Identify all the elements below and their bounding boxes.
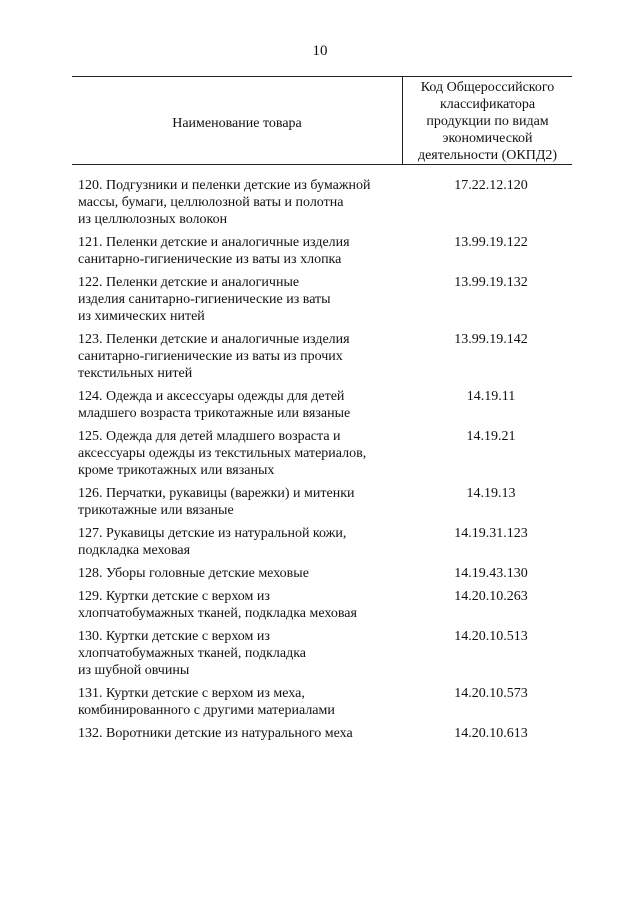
okpd2-code: 14.20.10.263 — [454, 589, 528, 604]
table-row — [72, 234, 572, 268]
table-row — [72, 274, 572, 325]
column-header-code — [402, 77, 572, 164]
product-name: 127. Рукавицы детские из натуральной кожи, подкладка меховая — [78, 526, 347, 558]
table-row — [72, 428, 572, 479]
table-row — [72, 177, 572, 228]
product-name: 131. Куртки детские с верхом из меха, комбинированного с другими материалами — [78, 686, 335, 718]
okpd2-code: 14.19.11 — [466, 389, 516, 404]
table-body — [72, 165, 572, 742]
okpd2-code: 14.20.10.573 — [454, 686, 528, 701]
product-name: 128. Уборы головные детские меховые — [78, 566, 309, 581]
table-row — [72, 725, 572, 742]
table-header — [72, 77, 572, 164]
product-name: 124. Одежда и аксессуары одежды для детей младшего возраста трикотажные или вязаные — [78, 389, 351, 421]
product-name: 123. Пеленки детские и аналогичные изделия санитарно-гигиенические из ваты из прочих текстильных нитей — [78, 332, 350, 381]
table-row — [72, 388, 572, 422]
table-row — [72, 485, 572, 519]
column-header-code-text: Код Общероссийского классификатора продукции по видам экономической деятельности (ОКПД2) — [417, 80, 558, 163]
okpd2-code: 14.19.21 — [466, 429, 516, 444]
column-header-name: Наименование товара — [172, 116, 302, 131]
okpd2-code: 14.19.13 — [466, 486, 516, 501]
okpd2-code: 14.19.43.130 — [454, 566, 528, 581]
product-name: 130. Куртки детские с верхом из хлопчатобумажных тканей, подкладка из шубной овчины — [78, 629, 307, 678]
table-row — [72, 685, 572, 719]
okpd2-code: 13.99.19.122 — [454, 235, 528, 250]
product-name: 120. Подгузники и пеленки детские из бумажной массы, бумаги, целлюлозной ваты и полотна из целлюлозных волокон — [78, 178, 371, 227]
product-name: 126. Перчатки, рукавицы (варежки) и митенки трикотажные или вязаные — [78, 486, 355, 518]
okpd2-code: 14.19.31.123 — [454, 526, 528, 541]
table-row — [72, 628, 572, 679]
product-name: 125. Одежда для детей младшего возраста и аксессуары одежды из текстильных материалов, кроме трикотажных или вязаных — [78, 429, 367, 478]
table-row — [72, 588, 572, 622]
table-row — [72, 331, 572, 382]
table-row — [72, 565, 572, 582]
okpd2-code: 13.99.19.132 — [454, 275, 528, 290]
table-row — [72, 525, 572, 559]
okpd2-code: 14.20.10.613 — [454, 726, 528, 741]
okpd2-code: 14.20.10.513 — [454, 629, 528, 644]
okpd2-code: 17.22.12.120 — [454, 178, 528, 193]
product-name: 122. Пеленки детские и аналогичные изделия санитарно-гигиенические из ваты из химических нитей — [78, 275, 331, 324]
product-name: 121. Пеленки детские и аналогичные изделия санитарно-гигиенические из ваты из хлопка — [78, 235, 350, 267]
okpd2-code: 13.99.19.142 — [454, 332, 528, 347]
product-name: 129. Куртки детские с верхом из хлопчатобумажных тканей, подкладка меховая — [78, 589, 357, 621]
product-name: 132. Воротники детские из натурального меха — [78, 726, 353, 741]
product-table — [72, 76, 572, 742]
page-number: 10 — [312, 43, 328, 59]
